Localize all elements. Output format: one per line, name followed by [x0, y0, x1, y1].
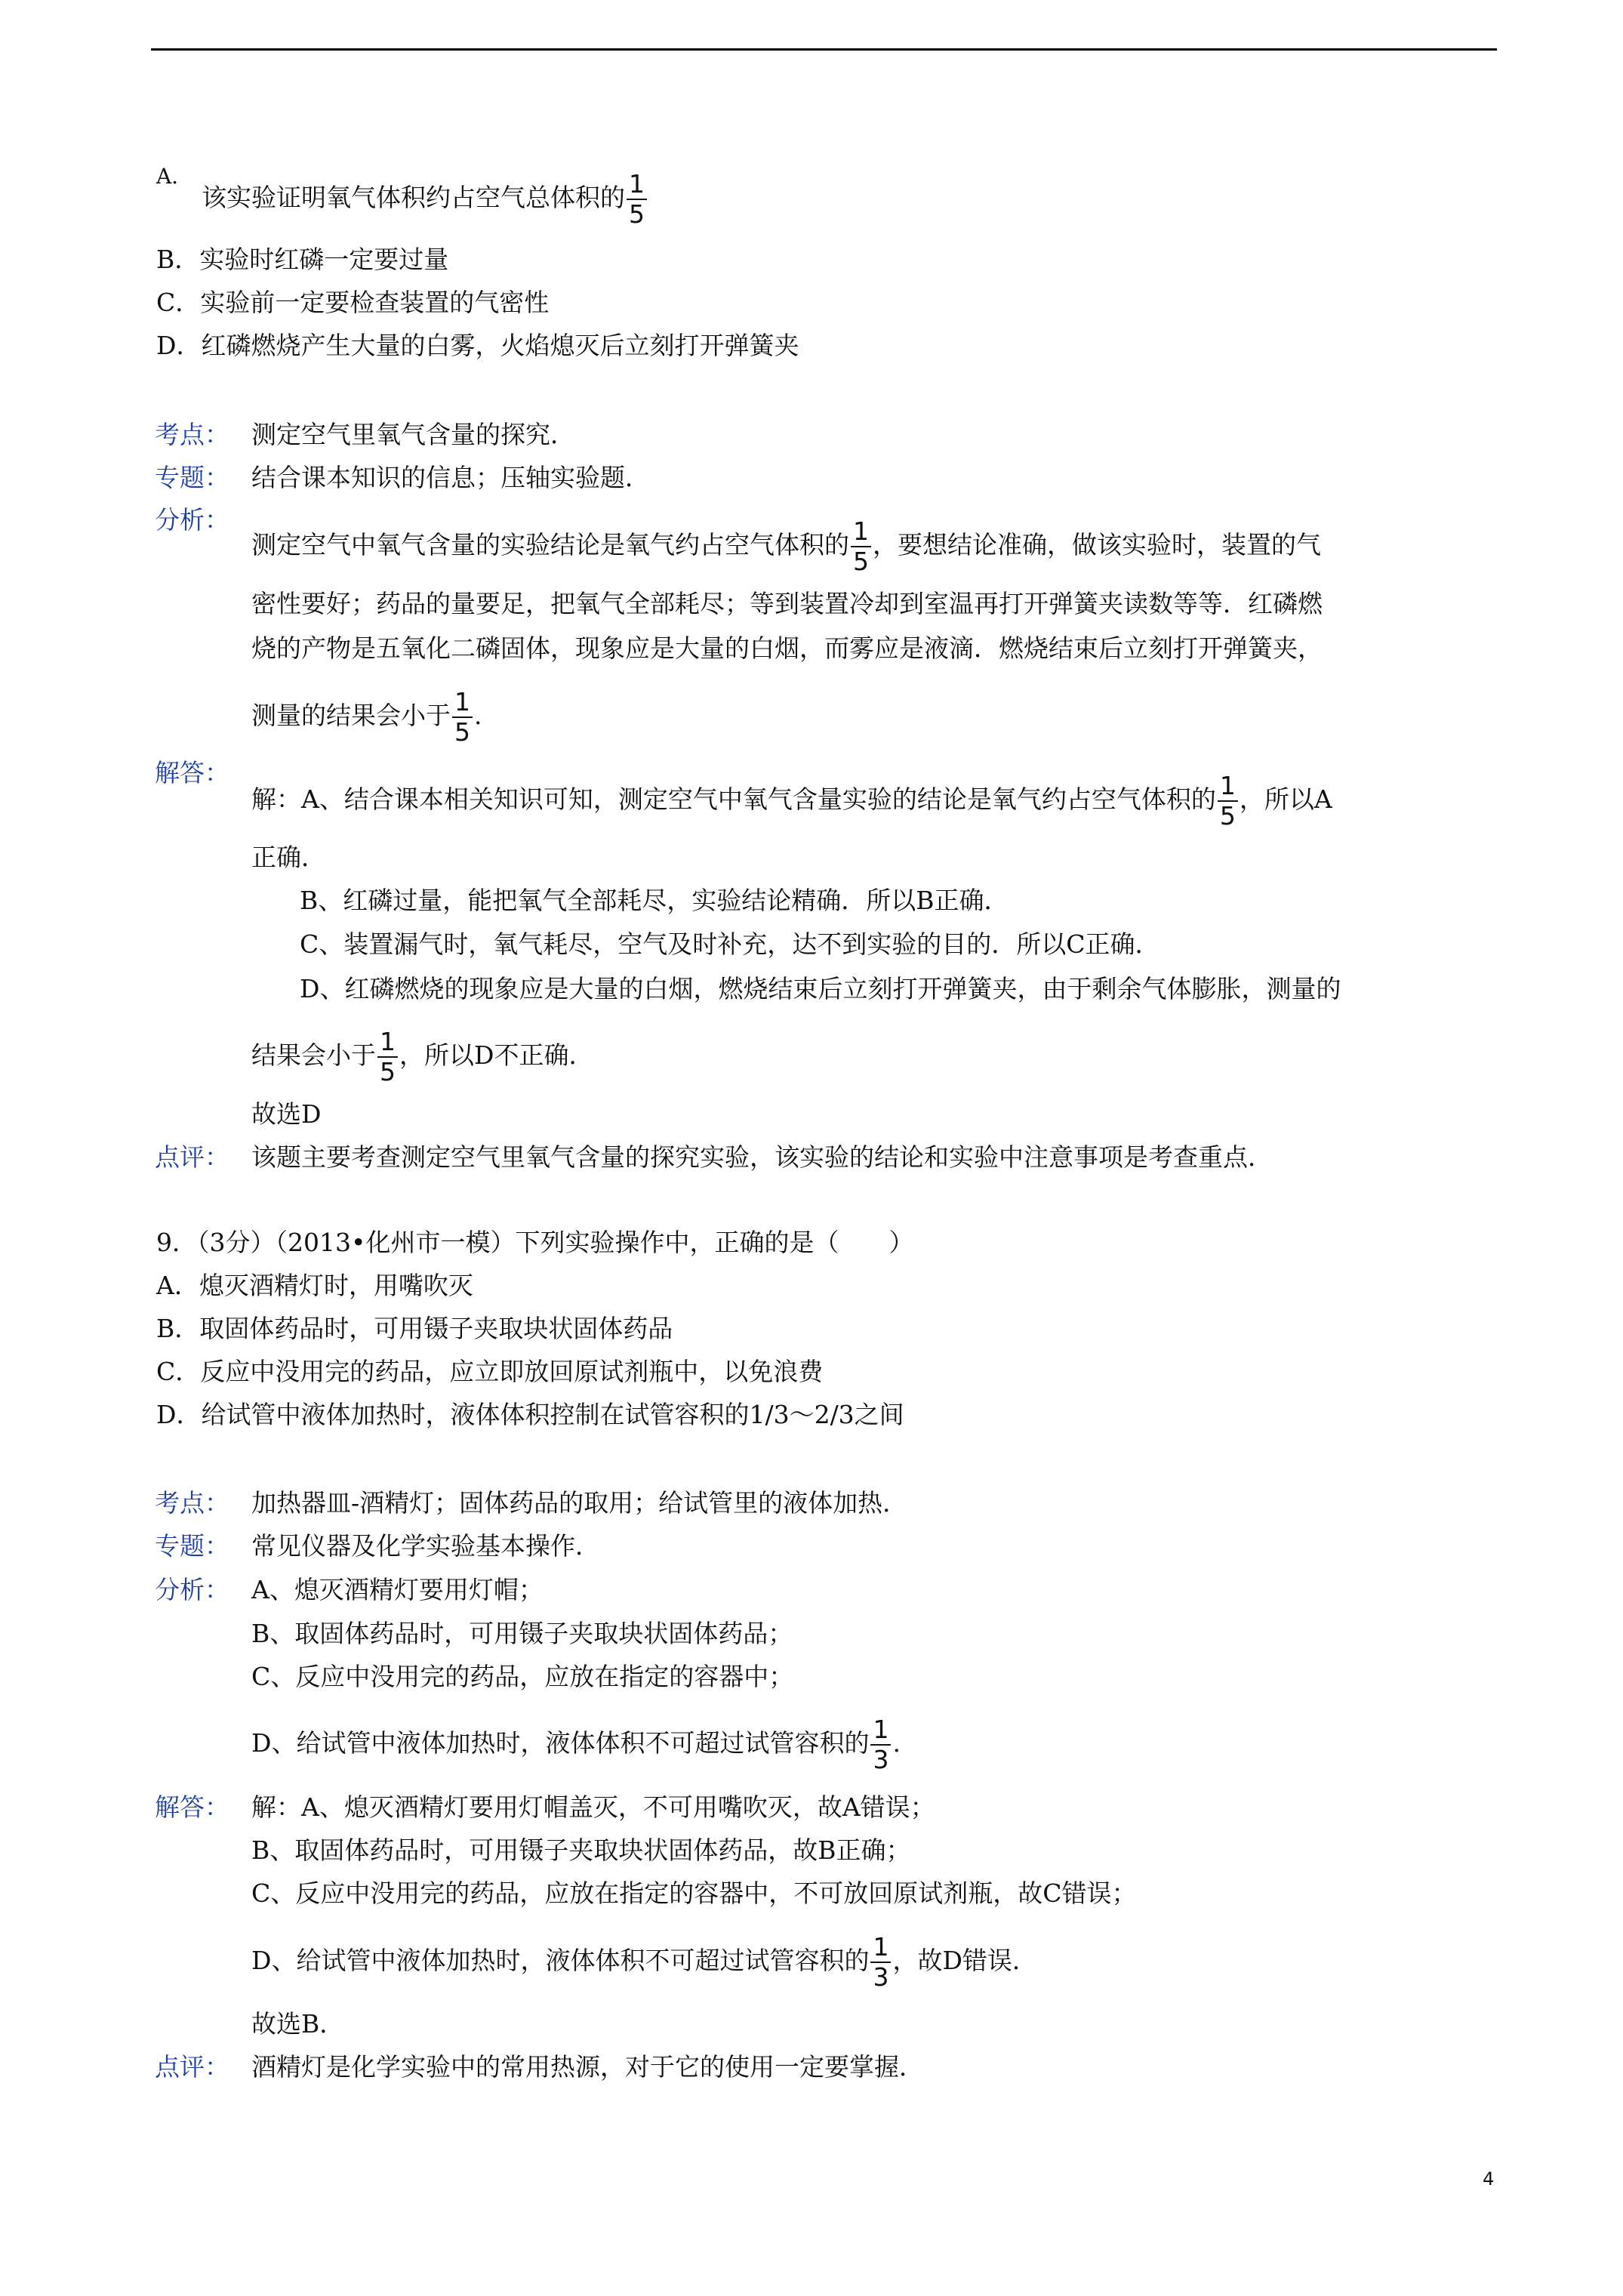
- q9-kaodian-text: 加热器皿-酒精灯；固体药品的取用；给试管里的液体加热．: [251, 1488, 908, 1518]
- q9-jieda-line-4: D、给试管中液体加热时，液体体积不可超过试管容积的 $\frac{1}{3}$ ，故D错误．: [251, 1932, 1037, 1992]
- kaodian-text: 测定空气里氧气含量的探究．: [251, 420, 575, 449]
- fraction: $\frac{1}{5}$: [627, 170, 647, 229]
- fraction: $\frac{1}{3}$: [870, 1715, 891, 1774]
- option-d: D．红磷燃烧产生大量的白雾，火焰熄灭后立刻打开弹簧夹: [156, 331, 799, 360]
- jieda-label: 解答：: [155, 758, 229, 787]
- fenxi-label: 分析：: [155, 505, 229, 535]
- jieda-line-7: 故选D: [251, 1099, 322, 1129]
- fenxi-line-3: 烧的产物是五氧化二磷固体，现象应是大量的白烟，而雾应是液滴．燃烧结束后立刻打开弹簧夹，: [251, 633, 1323, 663]
- q9-fenxi-line-2: B、取固体药品时，可用镊子夹取块状固体药品；: [251, 1619, 793, 1648]
- q9-zhuanti-text: 常见仪器及化学实验基本操作．: [251, 1531, 600, 1561]
- kaodian-label: 考点：: [155, 420, 229, 449]
- q9-fenxi-line-3: C、反应中没用完的药品，应放在指定的容器中；: [251, 1662, 794, 1691]
- q9-kaodian-label: 考点：: [155, 1488, 229, 1518]
- jieda-line-2: 正确．: [251, 843, 326, 872]
- jieda-line-4: C、装置漏气时，氧气耗尽，空气及时补充，达不到实验的目的．所以C正确．: [300, 929, 1160, 959]
- page-number: 4: [1483, 2168, 1495, 2190]
- fraction: $\frac{1}{5}$: [452, 688, 473, 747]
- q9-fenxi-label: 分析：: [155, 1575, 229, 1604]
- fenxi-line-2: 密性要好；药品的量要足，把氧气全部耗尽；等到装置冷却到室温再打开弹簧夹读数等等．红磷燃: [251, 589, 1323, 618]
- q9-option-c: C．反应中没用完的药品，应立即放回原试剂瓶中，以免浪费: [156, 1357, 824, 1386]
- question-9: 9．（3分）（2013•化州市一模）下列实验操作中，正确的是（ ）: [156, 1228, 914, 1257]
- q9-fenxi-line-1: A、熄灭酒精灯要用灯帽；: [251, 1575, 544, 1604]
- option-c: C．实验前一定要检查装置的气密性: [156, 288, 550, 317]
- q9-option-b: B．取固体药品时，可用镊子夹取块状固体药品: [156, 1314, 673, 1343]
- zhuanti-text: 结合课本知识的信息；压轴实验题．: [251, 463, 650, 492]
- zhuanti-label: 专题：: [155, 463, 229, 492]
- q9-jieda-label: 解答：: [155, 1792, 229, 1822]
- fenxi-line-4: 测量的结果会小于 $\frac{1}{5}$ .: [251, 687, 482, 747]
- header-rule: [151, 48, 1497, 51]
- fenxi-line-1: 测定空气中氧气含量的实验结论是氧气约占空气体积的 $\frac{1}{5}$ ，要想结论准确，做该实验时，装置的气: [251, 516, 1321, 576]
- q9-option-d: D．给试管中液体加热时，液体体积控制在试管容积的1/3～2/3之间: [156, 1400, 904, 1429]
- fraction: $\frac{1}{5}$: [1218, 772, 1238, 831]
- q9-jieda-line-5: 故选B．: [251, 2009, 345, 2039]
- fraction: $\frac{1}{3}$: [870, 1933, 891, 1992]
- q9-option-a: A．熄灭酒精灯时，用嘴吹灭: [156, 1271, 473, 1300]
- q9-zhuanti-label: 专题：: [155, 1531, 229, 1561]
- q9-jieda-line-3: C、反应中没用完的药品，应放在指定的容器中，不可放回原试剂瓶，故C错误；: [251, 1878, 1137, 1908]
- option-a-label: A．: [156, 164, 193, 189]
- q9-dianping-label: 点评：: [155, 2052, 229, 2082]
- jieda-line-6: 结果会小于 $\frac{1}{5}$ ，所以D不正确．: [251, 1027, 594, 1086]
- option-a: 该实验证明氧气体积约占空气总体积的 $\frac{1}{5}$: [202, 170, 648, 229]
- q9-dianping-text: 酒精灯是化学实验中的常用热源，对于它的使用一定要掌握．: [251, 2052, 924, 2082]
- jieda-line-1: 解：A、结合课本相关知识可知，测定空气中氧气含量实验的结论是氧气约占空气体积的 $\frac{1}{5}$ ，所以A: [251, 771, 1332, 831]
- q9-jieda-line-2: B、取固体药品时，可用镊子夹取块状固体药品，故B正确；: [251, 1835, 911, 1865]
- q9-fenxi-line-4: D、给试管中液体加热时，液体体积不可超过试管容积的 $\frac{1}{3}$ .: [251, 1715, 901, 1774]
- fraction: $\frac{1}{5}$: [851, 517, 871, 576]
- jieda-line-5: D、红磷燃烧的现象应是大量的白烟，燃烧结束后立刻打开弹簧夹，由于剩余气体膨胀，测量的: [300, 974, 1341, 1003]
- q9-jieda-line-1: 解：A、熄灭酒精灯要用灯帽盖灭，不可用嘴吹灭，故A错误；: [251, 1792, 935, 1822]
- option-b: B．实验时红磷一定要过量: [156, 245, 449, 274]
- jieda-line-3: B、红磷过量，能把氧气全部耗尽，实验结论精确．所以B正确．: [300, 886, 1009, 915]
- fraction: $\frac{1}{5}$: [377, 1028, 398, 1086]
- dianping-label: 点评：: [155, 1142, 229, 1172]
- dianping-text: 该题主要考查测定空气里氧气含量的探究实验，该实验的结论和实验中注意事项是考查重点．: [251, 1142, 1273, 1172]
